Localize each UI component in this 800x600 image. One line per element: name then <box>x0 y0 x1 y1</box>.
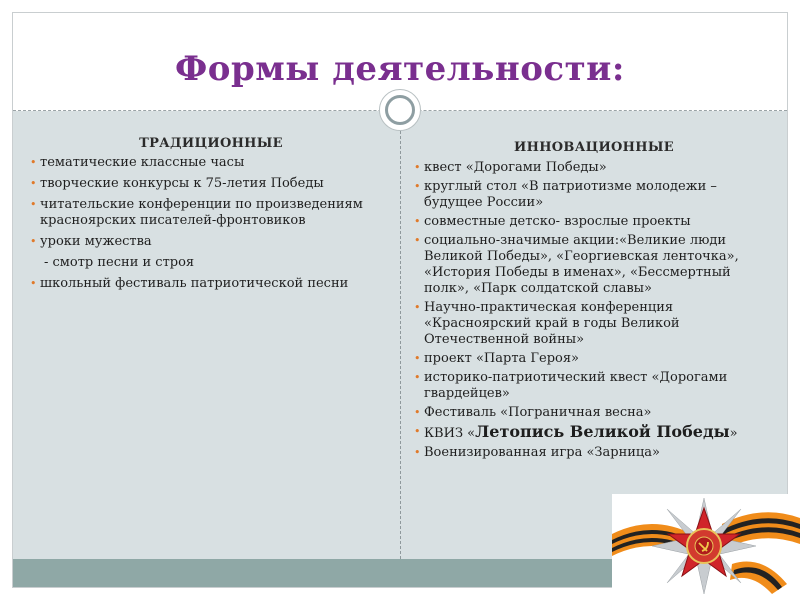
column-divider <box>400 131 401 559</box>
bullet-dot-icon: • <box>414 301 421 314</box>
innovative-item-text: Научно-практическая конференция «Красноярский край в годы Великой Отечественной войны» <box>424 300 680 347</box>
bullet-dot-icon: • <box>414 425 421 438</box>
innovative-item-emph: Летопись Великой Победы <box>475 422 730 441</box>
traditional-item <box>30 176 392 192</box>
traditional-item-text: творческие конкурсы к 75-летия Победы <box>40 176 324 191</box>
traditional-item <box>30 255 392 271</box>
innovative-item <box>414 351 774 367</box>
bullet-dot-icon: • <box>414 234 421 247</box>
innovative-item-suffix: » <box>729 426 738 441</box>
bullet-dot-icon: • <box>414 406 421 419</box>
innovative-item-text: историко-патриотический квест «Дорогами гвардейцев» <box>424 370 728 401</box>
traditional-item <box>30 234 392 250</box>
traditional-column <box>30 136 392 297</box>
innovative-item-text: совместные детско- взрослые проекты <box>424 214 691 229</box>
innovative-heading: ИННОВАЦИОННЫЕ <box>514 140 674 155</box>
innovative-list <box>414 160 774 461</box>
bullet-dot-icon: • <box>414 215 421 228</box>
traditional-item-text: читательские конференции по произведениям красноярских писателей-фронтовиков <box>40 197 363 228</box>
innovative-item <box>414 300 774 348</box>
innovative-item <box>414 445 774 461</box>
bullet-dot-icon: • <box>414 352 421 365</box>
order-of-patriotic-war-emblem <box>612 494 800 600</box>
bullet-dot-icon: • <box>30 177 37 190</box>
traditional-list <box>30 155 392 292</box>
traditional-item <box>30 197 392 229</box>
innovative-item-text: Фестиваль «Пограничная весна» <box>424 405 652 420</box>
innovative-item-prefix: КВИЗ « <box>424 426 476 441</box>
traditional-heading: ТРАДИЦИОННЫЕ <box>139 136 283 151</box>
traditional-item-text: тематические классные часы <box>40 155 245 170</box>
innovative-item <box>414 424 774 442</box>
bullet-dot-icon: • <box>414 371 421 384</box>
innovative-item-text: социально-значимые акции:«Великие люди Великой Победы», «Георгиевская ленточка», «История Победы в именах», «Бессмертный полк», «Парк солдатской славы» <box>424 233 739 296</box>
innovative-item <box>414 179 774 211</box>
innovative-item <box>414 233 774 297</box>
innovative-item <box>414 160 774 176</box>
innovative-column <box>414 136 774 464</box>
traditional-item <box>30 155 392 171</box>
innovative-item-text: Военизированная игра «Зарница» <box>424 445 660 460</box>
innovative-item-text: круглый стол «В патриотизме молодежи – будущее России» <box>424 179 717 210</box>
circle-ring-icon <box>379 89 421 131</box>
bullet-dot-icon: • <box>30 156 37 169</box>
traditional-item-text: школьный фестиваль патриотической песни <box>40 276 349 291</box>
innovative-item-text: проект «Парта Героя» <box>424 351 579 366</box>
slide-title: Формы деятельности: <box>175 49 625 89</box>
innovative-item-text: квест «Дорогами Победы» <box>424 160 607 175</box>
bullet-dot-icon: • <box>30 198 37 211</box>
traditional-item-text: уроки мужества <box>40 234 152 249</box>
traditional-item-text: - смотр песни и строя <box>44 255 195 270</box>
innovative-item <box>414 214 774 230</box>
bullet-dot-icon: • <box>30 235 37 248</box>
innovative-item <box>414 405 774 421</box>
innovative-item <box>414 370 774 402</box>
traditional-item <box>30 276 392 292</box>
bullet-dot-icon: • <box>414 180 421 193</box>
bullet-dot-icon: • <box>414 446 421 459</box>
bullet-dot-icon: • <box>30 277 37 290</box>
bullet-dot-icon: • <box>414 161 421 174</box>
